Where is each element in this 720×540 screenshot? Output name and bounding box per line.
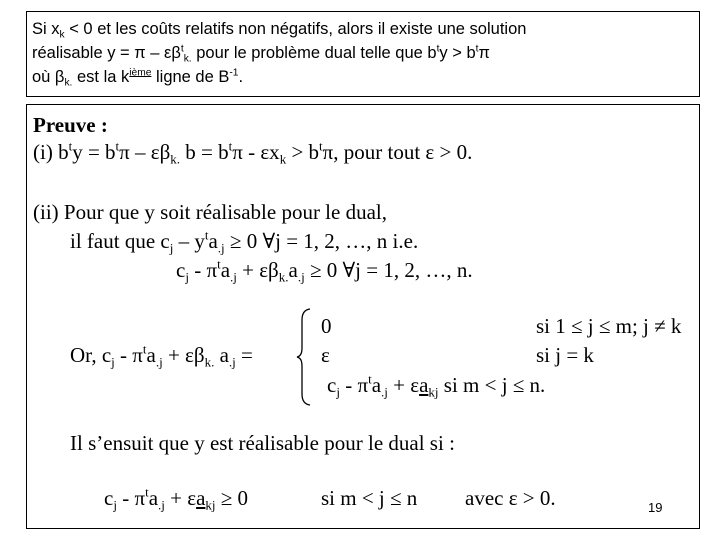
text-run: où β (32, 68, 65, 86)
text-run: + ε (164, 486, 197, 510)
subscript: .j (230, 269, 237, 285)
subscript: k (59, 29, 65, 41)
text-run: + εβ (162, 343, 205, 367)
text-run: ≥ 0 ∀j = 1, 2, …, n. (304, 258, 473, 282)
subscript: k. (170, 151, 181, 167)
superscript: t (68, 138, 73, 154)
superscript: t (228, 138, 233, 154)
subscript: k. (183, 53, 192, 65)
subscript: j (113, 497, 117, 513)
proof-step-ii-line-1: (ii) Pour que y soit réalisable pour le dual, (33, 200, 387, 224)
proof-step-i (33, 139, 472, 165)
subscript: .j (381, 384, 388, 400)
subscript: kj (205, 497, 216, 513)
text-run: pour le problème dual telle que b (191, 44, 437, 62)
superscript: t (368, 371, 372, 387)
subscript: j (169, 240, 174, 256)
case-3 (327, 372, 545, 398)
text-run: réalisable y = π – εβ (32, 44, 181, 62)
text-run: Or, c (70, 343, 112, 367)
case-1-value: 0 (321, 314, 332, 338)
text-run: a (371, 373, 382, 397)
page-number: 19 (648, 500, 663, 515)
text-run: c (104, 486, 114, 510)
final-epsilon: avec ε > 0. (465, 486, 556, 510)
hypothesis-line-1 (32, 17, 526, 41)
case-2-value: ε (321, 343, 330, 367)
superscript: t (475, 43, 479, 55)
text-run: – y (173, 229, 205, 253)
or-expression (70, 342, 253, 368)
superscript: ième (129, 67, 152, 79)
text-run: π - εx (232, 140, 280, 164)
text-run: . (238, 68, 244, 86)
proof-title: Preuve : (33, 113, 108, 137)
text-run: ≥ 0 ∀j = 1, 2, …, n i.e. (224, 229, 419, 253)
text-run: c (176, 258, 186, 282)
text-run: > b (286, 140, 320, 164)
superscript: t (142, 341, 147, 357)
text-run: a (148, 486, 159, 510)
text-run: a (214, 343, 229, 367)
text-run: + ε (387, 373, 420, 397)
superscript: -1 (229, 67, 239, 79)
hypothesis-line-3 (32, 65, 243, 89)
proof-step-ii-line-3 (176, 257, 473, 283)
subscript: kj (428, 384, 439, 400)
case-1-condition: si 1 ≤ j ≤ m; j ≠ k (536, 314, 682, 338)
text-run: a (208, 229, 218, 253)
superscript: t (436, 43, 440, 55)
text-run: a (196, 486, 206, 510)
text-run: - π (188, 258, 218, 282)
text-run: y > b (439, 44, 476, 62)
text-run: - π (116, 486, 146, 510)
proof-step-ii-line-2 (70, 228, 418, 254)
text-run: - π (114, 343, 143, 367)
superscript: t (217, 256, 221, 272)
final-condition (104, 485, 248, 511)
text-run: il faut que c (70, 229, 170, 253)
superscript: t (180, 43, 184, 55)
subscript: j (111, 354, 115, 370)
text-run: y = b (72, 140, 116, 164)
text-run: Si x (32, 20, 60, 38)
hypothesis-line-2 (32, 41, 490, 65)
subscript: k. (64, 77, 73, 89)
left-brace-icon (296, 308, 312, 406)
subscript: .j (158, 497, 165, 513)
text-run: c (327, 373, 337, 397)
text-run: si m < j ≤ n. (438, 373, 546, 397)
text-run: a (419, 373, 429, 397)
text-run: ≥ 0 (215, 486, 249, 510)
subscript: j (185, 269, 189, 285)
text-run: a (146, 343, 156, 367)
superscript: t (145, 484, 149, 500)
text-run: a (288, 258, 298, 282)
text-run: π (478, 44, 490, 62)
text-run: ligne de B (151, 68, 230, 86)
conclusion: Il s’ensuit que y est réalisable pour le dual si : (70, 431, 455, 455)
text-run: est la k (72, 68, 130, 86)
superscript: t (115, 138, 120, 154)
text-run: π – εβ (119, 140, 171, 164)
text-run: < 0 et les coûts relatifs non négatifs, alors il existe une solution (64, 20, 527, 38)
final-range: si m < j ≤ n (321, 486, 418, 510)
subscript: j (336, 384, 340, 400)
text-run: (i) b (33, 140, 69, 164)
text-run: = (235, 343, 253, 367)
case-2-condition: si j = k (536, 343, 594, 367)
text-run: - π (339, 373, 369, 397)
text-run: π, pour tout ε > 0. (322, 140, 473, 164)
superscript: t (319, 138, 323, 154)
text-run: b = b (180, 140, 229, 164)
subscript: .j (155, 354, 163, 370)
superscript: t (204, 227, 209, 243)
subscript: .j (297, 269, 305, 285)
subscript: k. (204, 354, 215, 370)
text-run: + εβ (236, 258, 279, 282)
subscript: .j (228, 354, 236, 370)
subscript: .j (217, 240, 225, 256)
text-run: a (220, 258, 231, 282)
subscript: k (279, 151, 287, 167)
subscript: k. (278, 269, 289, 285)
